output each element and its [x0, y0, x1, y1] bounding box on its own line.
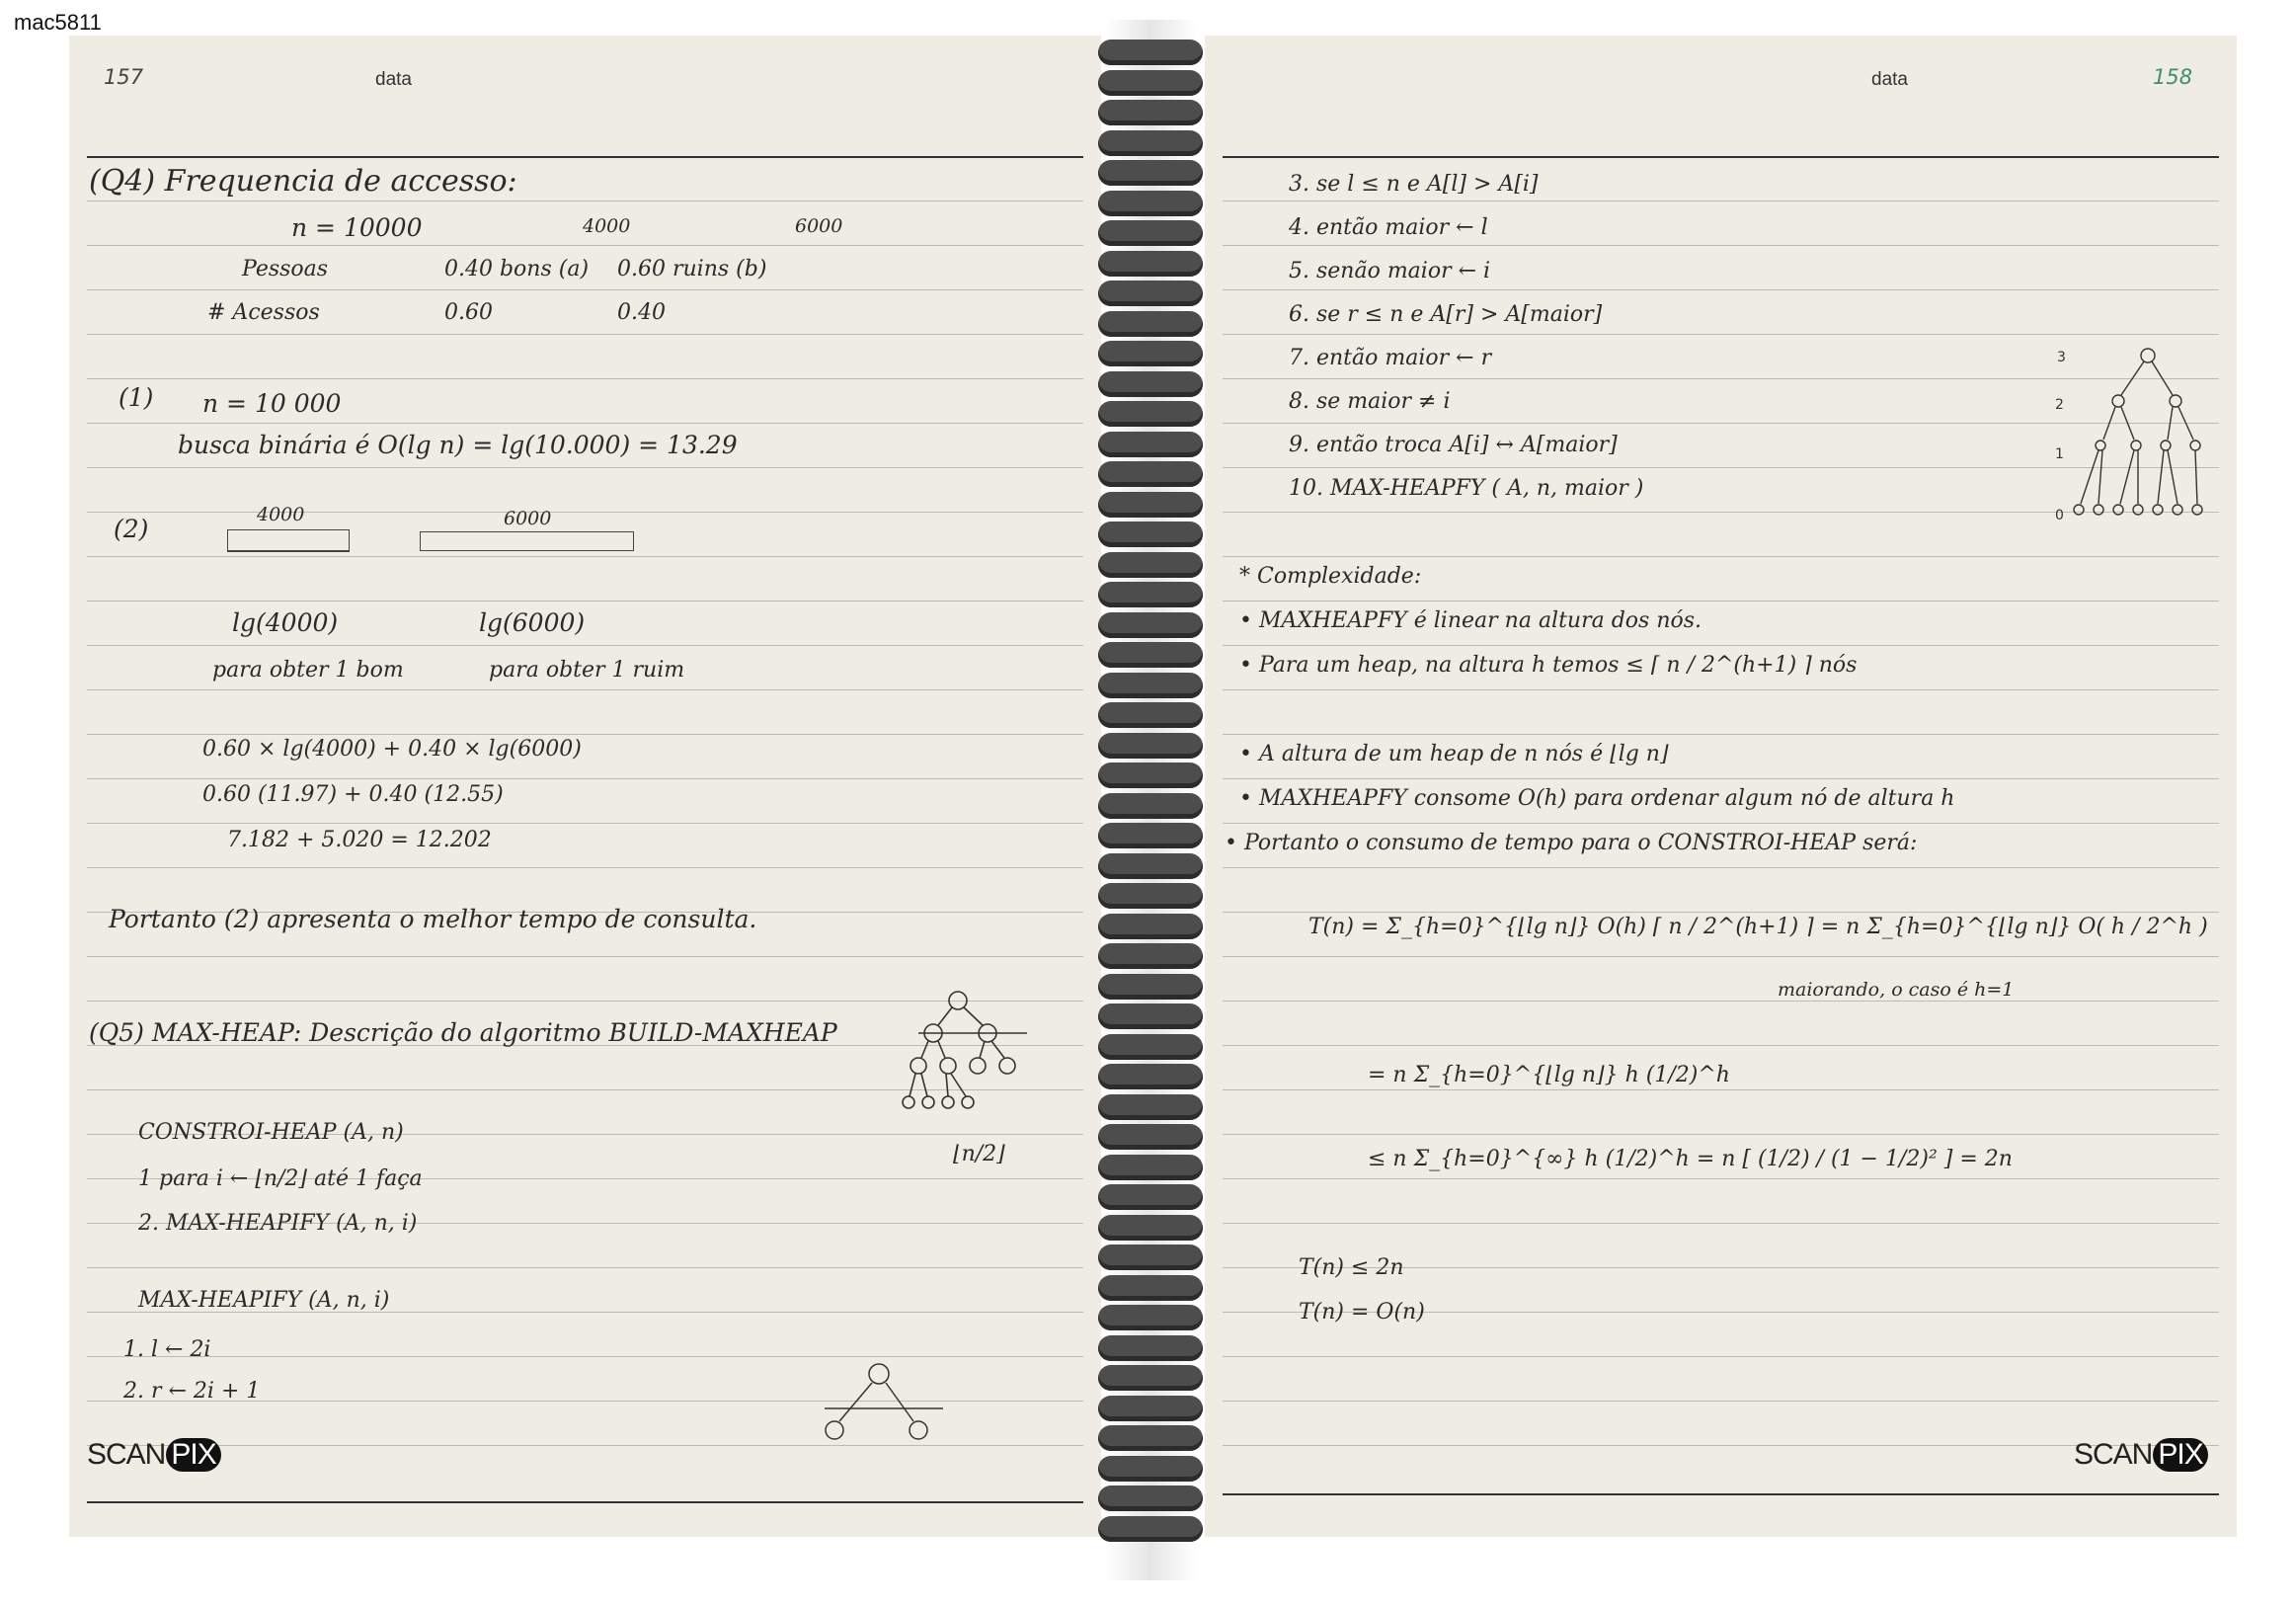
- spiral-ring: [1098, 914, 1203, 939]
- spiral-ring: [1098, 432, 1203, 457]
- code-line: 6. se r ≤ n e A[r] > A[maior]: [1289, 302, 1603, 327]
- note-line: busca binária é O(lg n) = lg(10.000) = 13.29: [178, 431, 738, 459]
- note-line: # Acessos: [207, 300, 320, 325]
- spiral-ring: [1098, 220, 1203, 246]
- spiral-ring: [1098, 401, 1203, 427]
- bottom-rule: [1223, 1493, 2219, 1495]
- spiral-ring: [1098, 251, 1203, 277]
- code-line: 4. então maior ← l: [1289, 215, 1488, 240]
- page-number: 157: [104, 65, 144, 89]
- spiral-ring: [1098, 1275, 1203, 1301]
- spiral-ring: [1098, 1486, 1203, 1511]
- spiral-ring: [1098, 733, 1203, 759]
- spiral-ring: [1098, 793, 1203, 819]
- date-label: data: [1871, 69, 1908, 90]
- note-line: • Para um heap, na altura h temos ≤ ⌈ n / 2^(h+1) ⌉ nós: [1239, 653, 1858, 678]
- date-label: data: [375, 69, 412, 90]
- note-line: lg(6000): [479, 608, 586, 637]
- note-line: 6000: [504, 508, 552, 529]
- heap-tree-sketch: [889, 979, 1037, 1137]
- note-line: • MAXHEAPFY é linear na altura dos nós.: [1239, 608, 1702, 633]
- segment-box-6000: [420, 531, 634, 551]
- note-line: 0.60 (11.97) + 0.40 (12.55): [202, 782, 504, 807]
- code-line: 5. senão maior ← i: [1289, 259, 1491, 283]
- spiral-ring: [1098, 1456, 1203, 1482]
- scan-tag: mac5811: [14, 10, 102, 35]
- spiral-ring: [1098, 1004, 1203, 1029]
- code-line: 3. se l ≤ n e A[l] > A[i]: [1289, 172, 1539, 197]
- spiral-ring: [1098, 943, 1203, 969]
- question-heading: (Q5) MAX-HEAP: Descrição do algoritmo BUILD-MAXHEAP: [89, 1018, 837, 1047]
- spiral-ring: [1098, 492, 1203, 518]
- spiral-ring: [1098, 1305, 1203, 1330]
- note-line: 0.60 ruins (b): [617, 257, 767, 281]
- code-line: 9. então troca A[i] ↔ A[maior]: [1289, 433, 1618, 457]
- note-line: CONSTROI-HEAP (A, n): [138, 1120, 404, 1145]
- spiral-ring: [1098, 612, 1203, 638]
- scanpix-logo: [87, 1438, 221, 1472]
- note-line: 1 para i ← ⌊n/2⌋ até 1 faça: [138, 1166, 423, 1191]
- note-line: 4000: [257, 504, 305, 525]
- note-line: 4000: [583, 215, 631, 237]
- node-children-sketch: [815, 1359, 943, 1448]
- code-line: 8. se maior ≠ i: [1289, 389, 1451, 414]
- code-line: 10. MAX-HEAPFY ( A, n, maior ): [1289, 476, 1644, 501]
- page-number: 158: [2153, 65, 2193, 89]
- spiral-ring: [1098, 1425, 1203, 1451]
- spiral-ring: [1098, 883, 1203, 909]
- spiral-ring: [1098, 1155, 1203, 1180]
- spiral-ring: [1098, 1094, 1203, 1120]
- note-line: • A altura de um heap de n nós é ⌊lg n⌋: [1239, 742, 1669, 766]
- note-line: 0.40 bons (a): [444, 257, 590, 281]
- svg-text:0: 0: [2055, 508, 2064, 523]
- spiral-ring: [1098, 160, 1203, 186]
- note-line: MAX-HEAPIFY (A, n, i): [138, 1288, 390, 1313]
- formula-line: T(n) = Σ_{h=0}^{⌊lg n⌋} O(h) ⌈ n / 2^(h+1) ⌉ = n Σ_{h=0}^{⌊lg n⌋} O( h / 2^h ): [1308, 915, 2208, 939]
- spiral-ring: [1098, 371, 1203, 397]
- spiral-ring: [1098, 311, 1203, 337]
- spiral-ring: [1098, 1516, 1203, 1542]
- spiral-ring: [1098, 100, 1203, 125]
- spiral-ring: [1098, 1124, 1203, 1150]
- top-rule: [87, 156, 1083, 158]
- spiral-ring: [1098, 582, 1203, 607]
- spiral-ring: [1098, 522, 1203, 547]
- spiral-ring: [1098, 40, 1203, 65]
- heap-height-sketch: [2049, 342, 2227, 549]
- conclusion-line: Portanto (2) apresenta o melhor tempo de consulta.: [109, 905, 757, 933]
- section-heading: * Complexidade:: [1239, 564, 1422, 589]
- spiral-ring: [1098, 1064, 1203, 1089]
- spiral-ring: [1098, 1215, 1203, 1241]
- logo-accent: PIX: [2153, 1438, 2207, 1472]
- spiral-ring: [1098, 281, 1203, 306]
- spiral-ring: [1098, 974, 1203, 1000]
- spiral-ring: [1098, 552, 1203, 578]
- note-line: 2. MAX-HEAPIFY (A, n, i): [138, 1211, 418, 1236]
- spiral-ring: [1098, 853, 1203, 879]
- spiral-ring: [1098, 642, 1203, 668]
- logo-text: SCAN: [87, 1438, 166, 1471]
- spiral-ring: [1098, 1396, 1203, 1421]
- note-line: lg(4000): [232, 608, 339, 637]
- notebook-right-page: [1205, 36, 2237, 1537]
- spiral-ring: [1098, 130, 1203, 156]
- spiral-ring: [1098, 1245, 1203, 1270]
- result-line: T(n) ≤ 2n: [1299, 1255, 1404, 1280]
- spiral-ring: [1098, 1335, 1203, 1361]
- top-rule: [1223, 156, 2219, 158]
- spiral-ring: [1098, 702, 1203, 728]
- spiral-ring: [1098, 823, 1203, 848]
- note-line: 2. r ← 2i + 1: [123, 1379, 261, 1404]
- note-line: 0.60: [444, 300, 493, 325]
- segment-box-4000: [227, 529, 350, 552]
- note-line: • MAXHEAPFY consome O(h) para ordenar algum nó de altura h: [1239, 786, 1955, 811]
- note-line: n = 10000: [291, 213, 423, 242]
- notebook-left-page: [69, 36, 1101, 1537]
- question-heading: (Q4) Frequencia de accesso:: [89, 164, 517, 199]
- note-line: 7.182 + 5.020 = 12.202: [227, 828, 492, 852]
- spiral-ring: [1098, 70, 1203, 96]
- note-line: para obter 1 bom: [212, 658, 404, 683]
- note-line: 6000: [795, 215, 843, 237]
- svg-text:2: 2: [2055, 397, 2064, 413]
- spiral-binding: [1098, 40, 1203, 1570]
- note-line: • Portanto o consumo de tempo para o CONSTROI-HEAP será:: [1225, 831, 1918, 855]
- spiral-ring: [1098, 1184, 1203, 1210]
- logo-accent: PIX: [166, 1438, 220, 1472]
- note-line: (2): [114, 515, 149, 543]
- note-line: ⌊n/2⌋: [953, 1142, 1005, 1166]
- note-line: n = 10 000: [202, 389, 342, 418]
- note-line: maiorando, o caso é h=1: [1778, 979, 2015, 1001]
- spiral-ring: [1098, 341, 1203, 366]
- note-line: para obter 1 ruim: [489, 658, 685, 683]
- note-line: 1. l ← 2i: [123, 1337, 211, 1362]
- svg-text:3: 3: [2057, 350, 2066, 365]
- logo-text: SCAN: [2074, 1438, 2153, 1471]
- spiral-ring: [1098, 1034, 1203, 1060]
- spiral-ring: [1098, 1365, 1203, 1391]
- result-line: T(n) = O(n): [1299, 1300, 1425, 1325]
- scanpix-logo: [2074, 1438, 2208, 1472]
- note-line: Pessoas: [242, 257, 329, 281]
- spiral-ring: [1098, 673, 1203, 698]
- note-line: 0.40: [617, 300, 666, 325]
- formula-line: = n Σ_{h=0}^{⌊lg n⌋} h (1/2)^h: [1368, 1063, 1730, 1087]
- spiral-ring: [1098, 191, 1203, 216]
- note-line: 0.60 × lg(4000) + 0.40 × lg(6000): [202, 737, 582, 762]
- formula-line: ≤ n Σ_{h=0}^{∞} h (1/2)^h = n [ (1/2) / (1 − 1/2)² ] = 2n: [1368, 1147, 2013, 1171]
- spiral-ring: [1098, 763, 1203, 788]
- svg-text:1: 1: [2055, 446, 2064, 462]
- note-line: (1): [119, 383, 154, 412]
- bottom-rule: [87, 1501, 1083, 1503]
- code-line: 7. então maior ← r: [1289, 346, 1492, 370]
- spiral-ring: [1098, 461, 1203, 487]
